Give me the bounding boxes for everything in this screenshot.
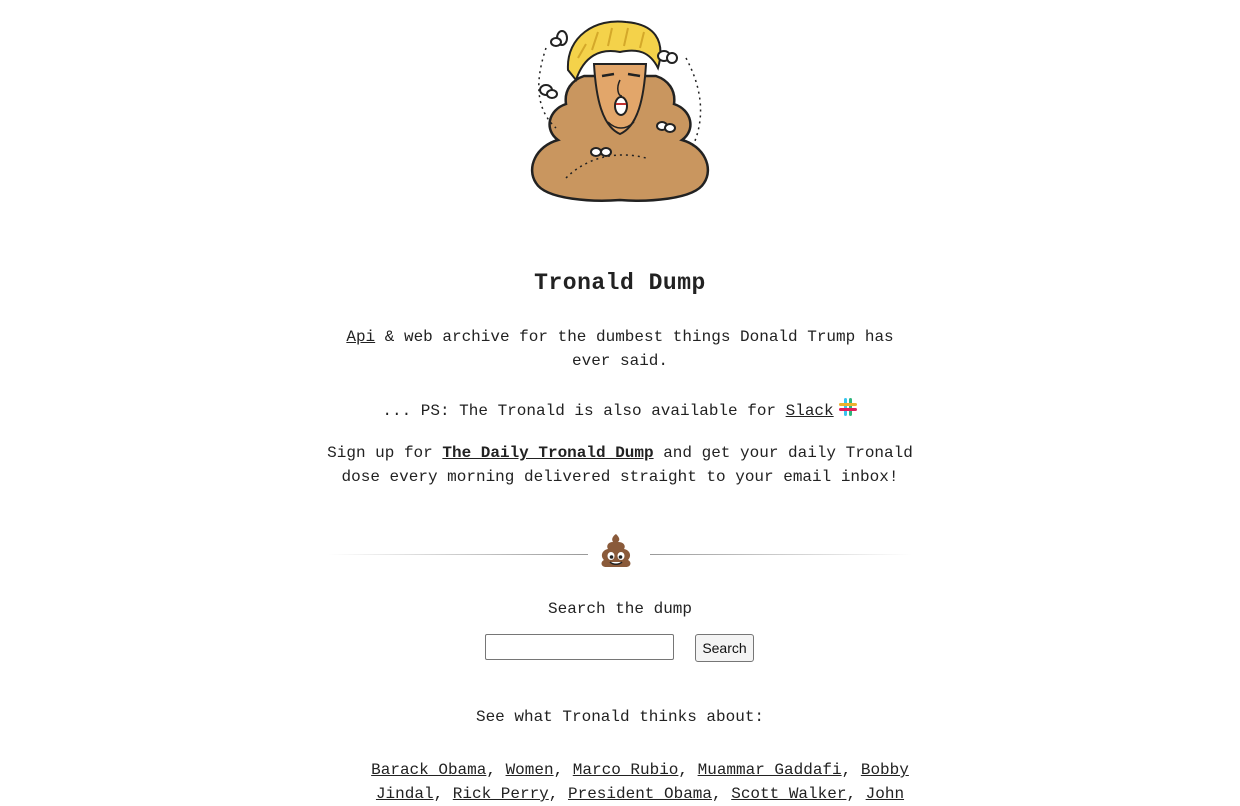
topic-separator: ,	[548, 785, 568, 803]
api-link[interactable]: Api	[346, 328, 376, 346]
intro-text	[330, 325, 910, 373]
slack-promo	[330, 397, 910, 425]
topic-separator: ,	[841, 761, 861, 779]
topic-tag-link[interactable]: President Obama	[567, 785, 713, 803]
topic-separator: ,	[486, 761, 506, 779]
topic-tag-link[interactable]: Rick Perry	[452, 785, 549, 803]
topic-tag-link[interactable]: Barack Obama	[371, 761, 487, 779]
intro-description: & web archive for the dumbest things Donald Trump has ever said.	[375, 328, 894, 370]
divider-left	[328, 554, 588, 555]
trump-poop-logo	[526, 18, 714, 204]
topic-separator: ,	[846, 785, 866, 803]
newsletter-link[interactable]: The Daily Tronald Dump	[442, 444, 654, 462]
topics-heading: See what Tronald thinks about:	[475, 708, 765, 726]
topic-tag-link[interactable]: John	[865, 785, 905, 803]
page-title: Tronald Dump	[534, 270, 706, 296]
search-label: Search the dump	[547, 600, 693, 618]
topic-separator: ,	[433, 785, 453, 803]
topic-tag-link[interactable]: Marco Rubio	[572, 761, 679, 779]
topic-tag-link[interactable]: Scott Walker	[731, 785, 847, 803]
topic-tag-link[interactable]: Muammar Gaddafi	[697, 761, 842, 779]
topic-tag-list	[365, 758, 915, 806]
topic-separator: ,	[712, 785, 732, 803]
poop-emoji-icon	[598, 532, 634, 568]
topic-separator: ,	[553, 761, 573, 779]
divider-right	[650, 554, 912, 555]
slack-promo-text: ... PS: The Tronald is also available for	[382, 402, 786, 420]
newsletter-promo	[320, 441, 920, 489]
newsletter-prefix: Sign up for	[327, 444, 443, 462]
search-input[interactable]	[485, 634, 674, 660]
slack-link[interactable]: Slack	[785, 402, 834, 420]
topic-separator: ,	[678, 761, 698, 779]
search-button[interactable]: Search	[695, 634, 754, 662]
topic-tag-link[interactable]: Bobby Jindal	[375, 761, 909, 803]
topic-tag-link[interactable]: Women	[505, 761, 554, 779]
slack-icon	[838, 397, 858, 425]
newsletter-suffix: and get your daily Tronald dose every morning delivered straight to your email inbox!	[341, 444, 913, 486]
